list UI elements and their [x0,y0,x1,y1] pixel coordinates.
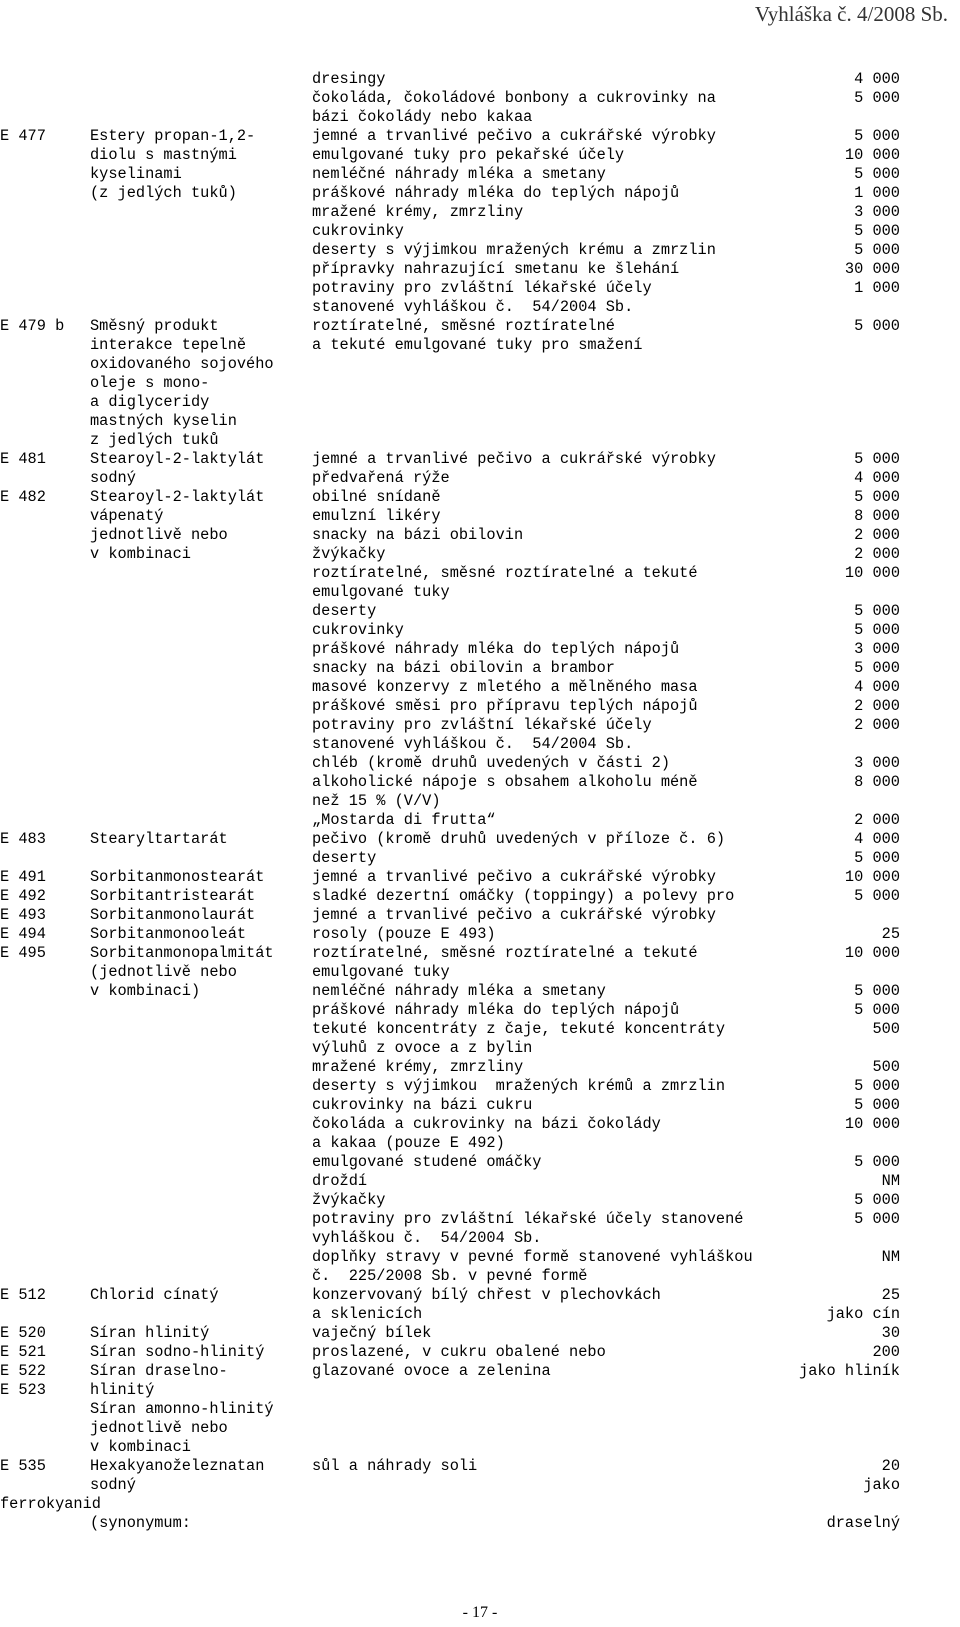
food-category: mražené krémy, zmrzliny [312,203,524,221]
max-level: 5 000 [854,1077,900,1095]
food-category: emulgované tuky [312,963,450,981]
food-category: nemléčné náhrady mléka a smetany [312,982,606,1000]
additive-name: Chlorid cínatý [90,1286,219,1304]
max-level: 5 000 [854,450,900,468]
food-category: snacky na bázi obilovin [312,526,524,544]
additive-name: oxidovaného sojového [90,355,274,373]
additive-name: Sorbitantristearát [90,887,256,905]
additive-code: E 483 [0,830,46,848]
max-level: 5 000 [854,488,900,506]
food-category: žvýkačky [312,545,386,563]
additive-name: jednotlivě nebo [90,526,228,544]
food-category: a sklenicích [312,1305,423,1323]
food-category: vaječný bílek [312,1324,432,1342]
max-level: 10 000 [844,944,900,962]
food-category: deserty s výjimkou mražených krémů a zmrzlin [312,1077,726,1095]
max-level: 5 000 [854,1096,900,1114]
max-level: 5 000 [854,887,900,905]
additive-name: Stearoyl-2-laktylát [90,450,265,468]
food-category: práškové směsi pro přípravu teplých nápojů [312,697,698,715]
food-category: cukrovinky [312,222,404,240]
additive-code: E 491 [0,868,46,886]
food-category: alkoholické nápoje s obsahem alkoholu méně [312,773,698,791]
max-level: 4 000 [854,70,900,88]
additive-name: sodný [90,1476,136,1494]
additive-name: Hexakyanoželeznatan [90,1457,265,1475]
additive-name: mastných kyselin [90,412,237,430]
additive-code: E 492 [0,887,46,905]
food-category: roztíratelné, směsné roztíratelné [312,317,615,335]
additive-name: jednotlivě nebo [90,1419,228,1437]
max-level: jako [863,1476,900,1494]
additive-code: E 495 [0,944,46,962]
food-category: emulgované studené omáčky [312,1153,542,1171]
max-level: 2 000 [854,526,900,544]
additive-code: E 523 [0,1381,46,1399]
max-level: 1 000 [854,184,900,202]
max-level: 2 000 [854,716,900,734]
max-level: NM [881,1248,900,1266]
additive-name: kyselinami [90,165,182,183]
additive-code: E 535 [0,1457,46,1475]
food-category: sůl a náhrady soli [312,1457,478,1475]
max-level: 10 000 [844,146,900,164]
max-level: 2 000 [854,545,900,563]
max-level: 25 [881,1286,900,1304]
food-category: jemné a trvanlivé pečivo a cukrářské výrobky [312,868,716,886]
max-level: 20 [881,1457,900,1475]
food-category: proslazené, v cukru obalené nebo [312,1343,606,1361]
max-level: 10 000 [844,564,900,582]
max-level: 8 000 [854,507,900,525]
food-category: práškové náhrady mléka do teplých nápojů [312,640,680,658]
additive-name: Síran amonno-hlinitý [90,1400,274,1418]
food-category: jemné a trvanlivé pečivo a cukrářské výrobky [312,906,716,924]
food-category: emulzní likéry [312,507,441,525]
additive-name: hlinitý [90,1381,155,1399]
food-category: masové konzervy z mletého a mělněného masa [312,678,698,696]
additive-code: E 512 [0,1286,46,1304]
food-category: nemléčné náhrady mléka a smetany [312,165,606,183]
food-category: doplňky stravy v pevné formě stanovené vyhláškou [312,1248,753,1266]
food-category: práškové náhrady mléka do teplých nápojů [312,1001,680,1019]
food-category: konzervovaný bílý chřest v plechovkách [312,1286,661,1304]
max-level: 2 000 [854,811,900,829]
max-level: 8 000 [854,773,900,791]
additive-code: E 493 [0,906,46,924]
food-category: sladké dezertní omáčky (toppingy) a polevy pro [312,887,735,905]
food-category: bázi čokolády nebo kakaa [312,108,533,126]
food-category: chléb (kromě druhů uvedených v části 2) [312,754,671,772]
food-category: stanovené vyhláškou č. 54/2004 Sb. [312,735,634,753]
food-category: potraviny pro zvláštní lékařské účely [312,279,652,297]
food-category: a kakaa (pouze E 492) [312,1134,505,1152]
food-category: čokoláda, čokoládové bonbony a cukrovinky na [312,89,716,107]
food-category: obilné snídaně [312,488,441,506]
max-level: 5 000 [854,317,900,335]
additive-name: Sorbitanmonolaurát [90,906,256,924]
max-level: 5 000 [854,621,900,639]
food-category: a tekuté emulgované tuky pro smažení [312,336,643,354]
max-level: draselný [826,1514,900,1532]
max-level: 1 000 [854,279,900,297]
max-level: 5 000 [854,241,900,259]
additive-code: E 522 [0,1362,46,1380]
additive-code: E 477 [0,127,46,145]
max-level: 200 [872,1343,900,1361]
food-category: potraviny pro zvláštní lékařské účely [312,716,652,734]
food-category: č. 225/2008 Sb. v pevné formě [312,1267,588,1285]
food-category: tekuté koncentráty z čaje, tekuté koncentráty [312,1020,726,1038]
additive-name: Síran draselno- [90,1362,228,1380]
additive-code: E 482 [0,488,46,506]
additive-name: Stearyltartarát [90,830,228,848]
food-category: předvařená rýže [312,469,450,487]
max-level: 5 000 [854,849,900,867]
food-category: pečivo (kromě druhů uvedených v příloze č. 6) [312,830,726,848]
max-level: 30 000 [844,260,900,278]
max-level: 500 [872,1058,900,1076]
max-level: 3 000 [854,640,900,658]
additive-name: v kombinaci [90,545,191,563]
additive-name: (jednotlivě nebo [90,963,237,981]
additive-code: E 520 [0,1324,46,1342]
max-level: 5 000 [854,659,900,677]
food-category: vyhláškou č. 54/2004 Sb. [312,1229,542,1247]
additive-name: Sorbitanmonopalmitát [90,944,274,962]
additive-name: Směsný produkt [90,317,219,335]
food-category: práškové náhrady mléka do teplých nápojů [312,184,680,202]
food-category: glazované ovoce a zelenina [312,1362,551,1380]
max-level: 5 000 [854,165,900,183]
max-level: 10 000 [844,868,900,886]
max-level: 4 000 [854,678,900,696]
food-category: potraviny pro zvláštní lékařské účely stanovené [312,1210,744,1228]
max-level: 3 000 [854,203,900,221]
additive-name: diolu s mastnými [90,146,237,164]
additive-name: Síran hlinitý [90,1324,210,1342]
food-category: deserty s výjimkou mražených krému a zmrzlin [312,241,716,259]
additive-code: E 479 b [0,317,65,335]
additive-name: Sorbitanmonooleát [90,925,247,943]
additive-name: a diglyceridy [90,393,210,411]
food-category: roztíratelné, směsné roztíratelné a tekuté [312,944,698,962]
additive-name: Síran sodno-hlinitý [90,1343,265,1361]
food-category: snacky na bázi obilovin a brambor [312,659,615,677]
food-category: než 15 % (V/V) [312,792,441,810]
additive-name: Estery propan-1,2- [90,127,256,145]
food-category: rosoly (pouze E 493) [312,925,496,943]
max-level: jako cín [826,1305,900,1323]
food-category: emulgované tuky pro pekařské účely [312,146,625,164]
food-category: jemné a trvanlivé pečivo a cukrářské výrobky [312,450,716,468]
max-level: 5 000 [854,127,900,145]
page-number: - 17 - [462,1604,498,1621]
additive-name: v kombinaci [90,1438,191,1456]
max-level: 4 000 [854,830,900,848]
max-level: 5 000 [854,1191,900,1209]
max-level: 25 [881,925,900,943]
food-category: žvýkačky [312,1191,386,1209]
max-level: 5 000 [854,1210,900,1228]
food-category: mražené krémy, zmrzliny [312,1058,524,1076]
max-level: jako hliník [799,1362,900,1380]
food-category: emulgované tuky [312,583,450,601]
page-header-title: Vyhláška č. 4/2008 Sb. [754,2,948,26]
food-category: roztíratelné, směsné roztíratelné a tekuté [312,564,698,582]
food-category: droždí [312,1172,368,1190]
max-level: 5 000 [854,1001,900,1019]
additive-name: Sorbitanmonostearát [90,868,265,886]
max-level: NM [881,1172,900,1190]
additive-name: sodný [90,469,136,487]
additive-name: z jedlých tuků [90,431,219,449]
food-category: přípravky nahrazující smetanu ke šlehání [312,260,680,278]
additive-name: interakce tepelně [90,336,247,354]
food-category: čokoláda a cukrovinky na bázi čokolády [312,1115,661,1133]
max-level: 500 [872,1020,900,1038]
additive-name: oleje s mono- [90,374,210,392]
max-level: 5 000 [854,602,900,620]
food-category: deserty [312,602,377,620]
max-level: 10 000 [844,1115,900,1133]
additive-code: E 494 [0,925,46,943]
max-level: 5 000 [854,982,900,1000]
food-category: deserty [312,849,377,867]
additive-name: Stearoyl-2-laktylát [90,488,265,506]
additive-name: v kombinaci) [90,982,201,1000]
additive-name: (synonymum: [90,1514,191,1532]
food-category: výluhů z ovoce a z bylin [312,1039,533,1057]
max-level: 5 000 [854,89,900,107]
max-level: 2 000 [854,697,900,715]
additive-name: (z jedlých tuků) [90,184,237,202]
additive-code: E 481 [0,450,46,468]
food-category: stanovené vyhláškou č. 54/2004 Sb. [312,298,634,316]
max-level: 30 [881,1324,900,1342]
max-level: 3 000 [854,754,900,772]
food-category: „Mostarda di frutta“ [312,811,496,829]
food-category: cukrovinky na bázi cukru [312,1096,533,1114]
additive-code: ferrokyanid [0,1495,101,1513]
food-category: dresingy [312,70,386,88]
max-level: 5 000 [854,1153,900,1171]
additive-code: E 521 [0,1343,46,1361]
food-category: cukrovinky [312,621,404,639]
max-level: 5 000 [854,222,900,240]
food-category: jemné a trvanlivé pečivo a cukrářské výrobky [312,127,716,145]
additive-name: vápenatý [90,507,164,525]
max-level: 4 000 [854,469,900,487]
